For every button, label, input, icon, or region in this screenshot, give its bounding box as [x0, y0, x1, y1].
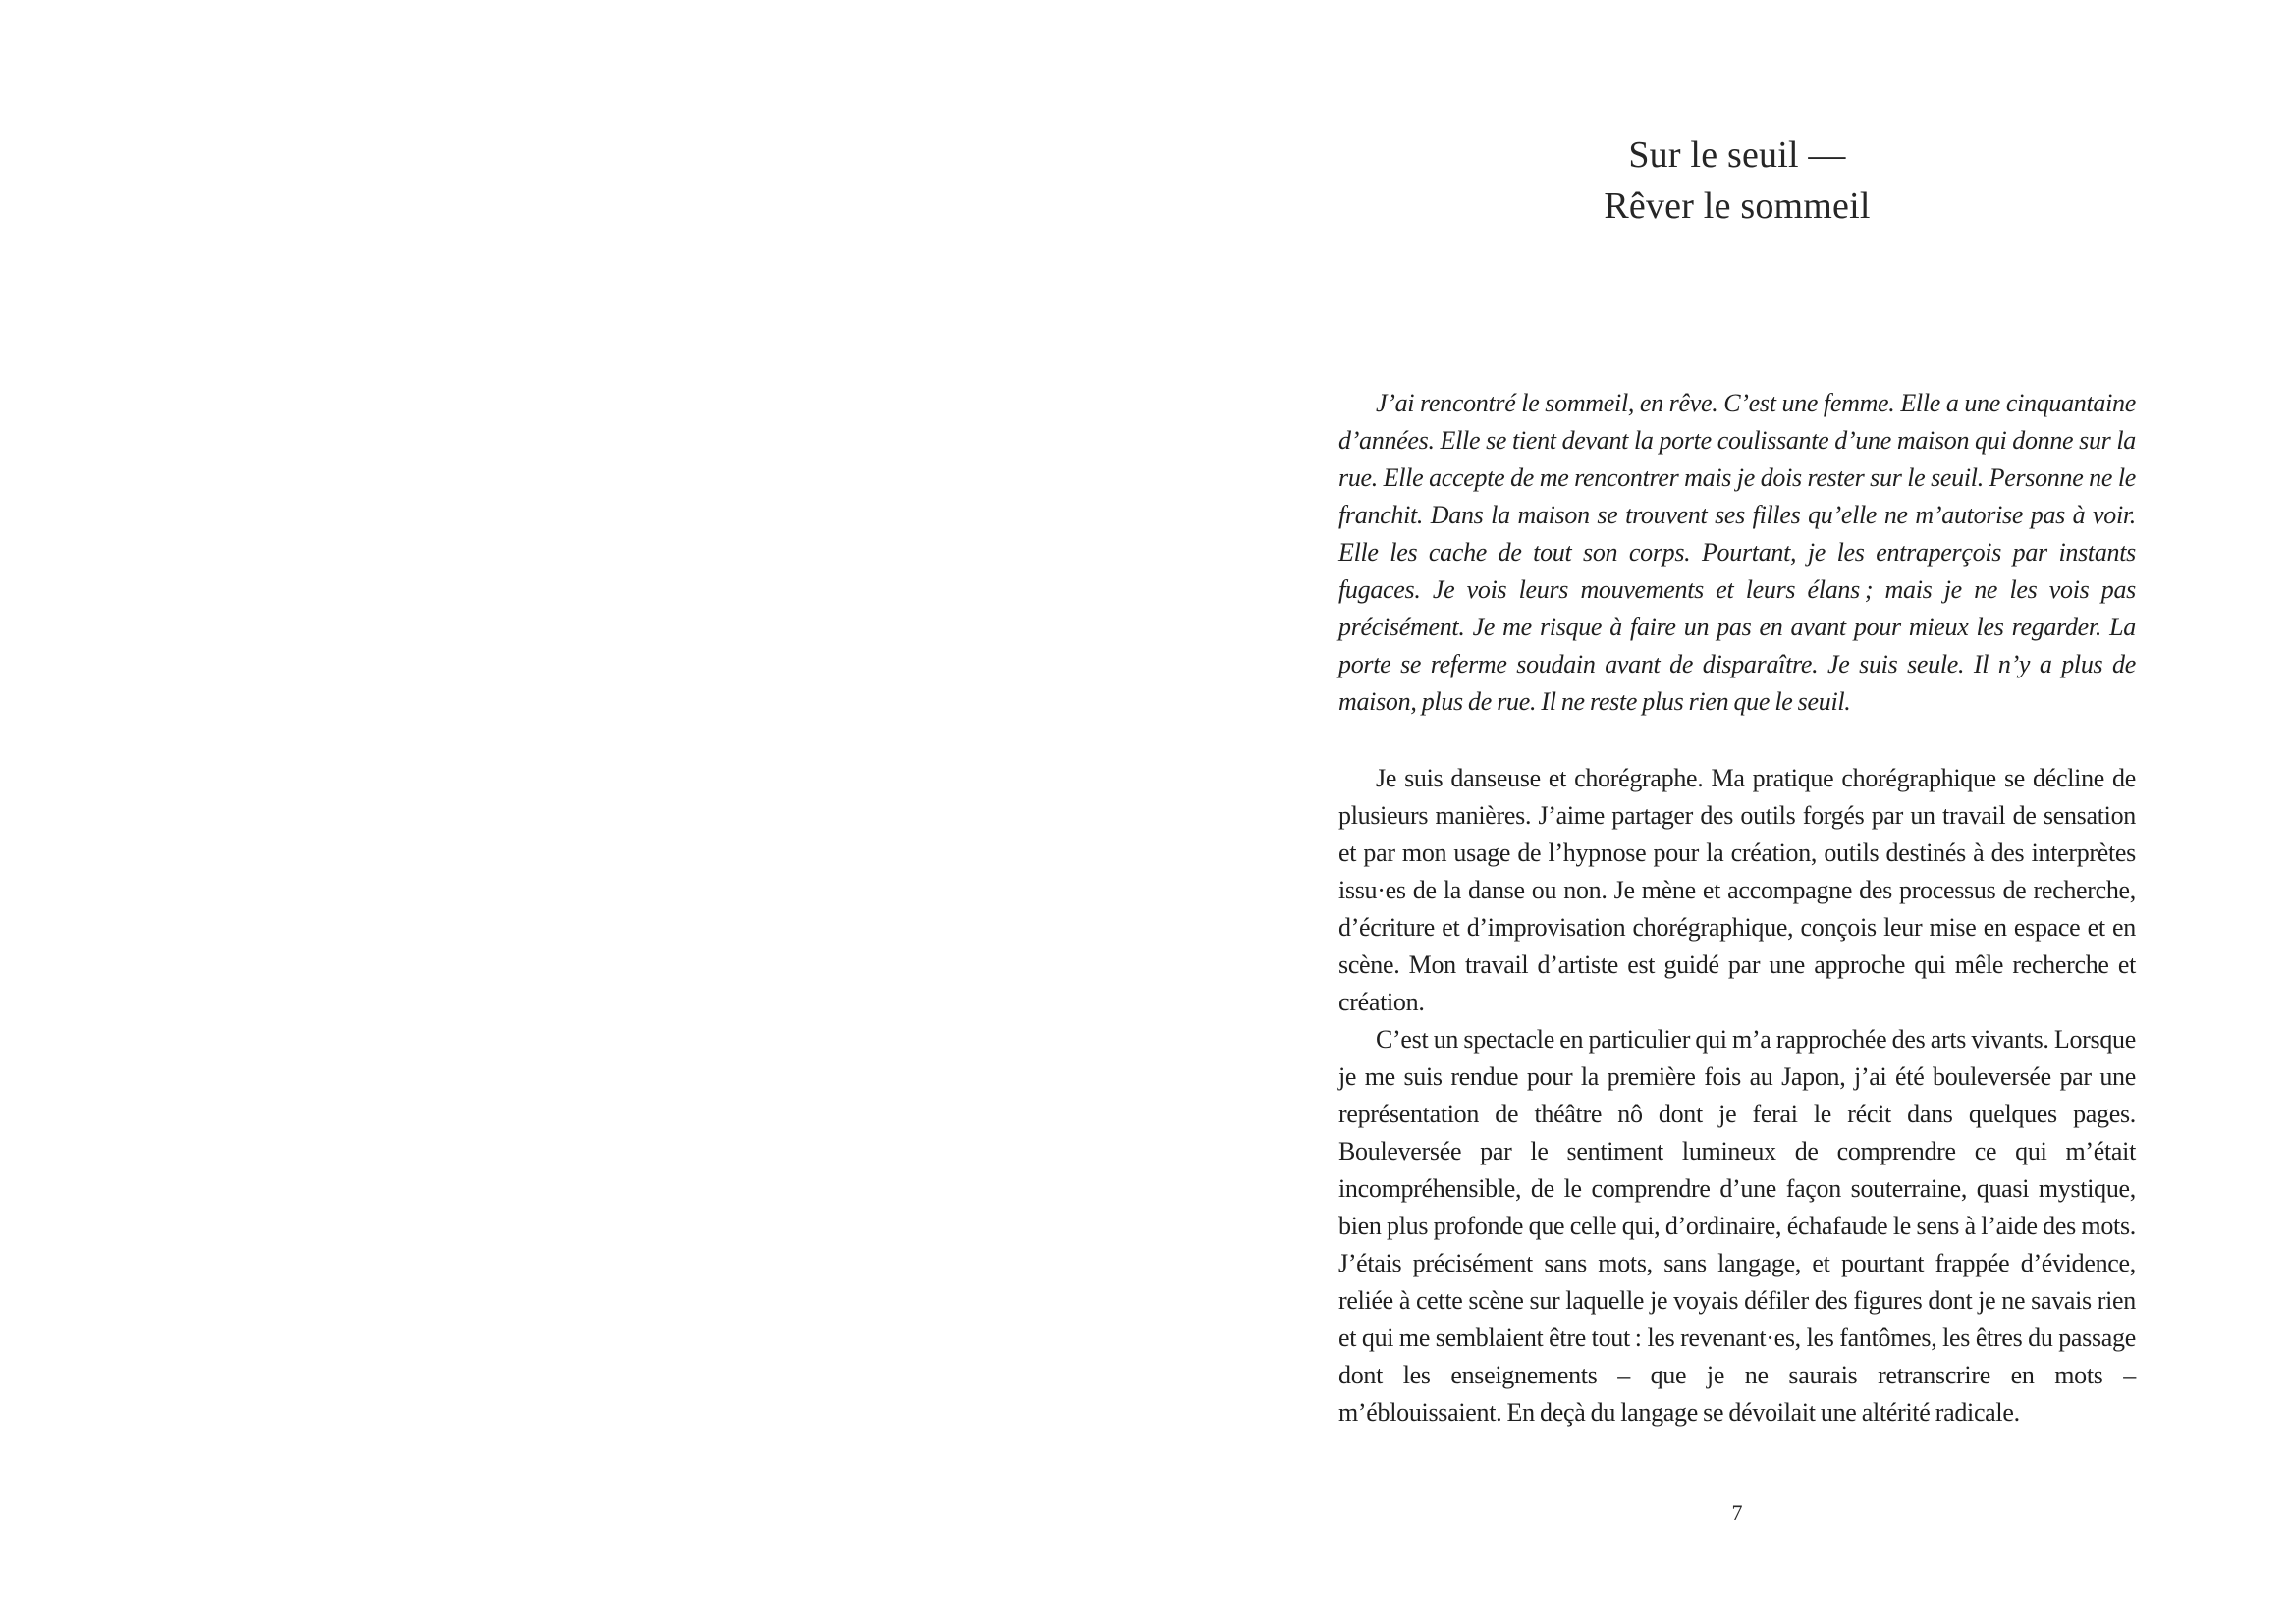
- chapter-title-line-1: Sur le seuil —: [1628, 135, 1846, 176]
- page-number: 7: [1731, 1500, 1743, 1525]
- paragraph-bio: Je suis danseuse et chorégraphe. Ma pratique chorégraphique se décline de plusieurs manières. J’aime partager des outils forgés par un travail de sensation et par mon usage de l’hypnose pour la création, outils destinés à des interprètes issu·es de la danse ou non. Je mène et accompagne des processus de recherche, d’écriture et d’improvisation chorégraphique, conçois leur mise en espace et en scène. Mon travail d’artiste est guidé par une approche qui mêle recherche et création.: [1338, 764, 2136, 1016]
- chapter-title: [1338, 130, 2136, 232]
- paragraph-dream-italic: J’ai rencontré le sommeil, en rêve. C’est une femme. Elle a une cinquantaine d’années. Elle se tient devant la porte coulissante d’une maison qui donne sur la rue. Elle accepte de me rencontrer mais je dois rester sur le seuil. Personne ne le franchit. Dans la maison se trouvent ses filles qu’elle ne m’autorise pas à voir. Elle les cache de tout son corps. Pourtant, je les entraperçois par instants fugaces. Je vois leurs mouvements et leurs élans ; mais je ne les vois pas précisément. Je me risque à faire un pas en avant pour mieux les regarder. La porte se referme soudain avant de disparaître. Je suis seule. Il n’y a plus de maison, plus de rue. Il ne reste plus rien que le seuil.: [1338, 389, 2136, 716]
- text-block: [1338, 0, 2136, 1432]
- body-copy: [1338, 385, 2136, 1432]
- left-page-blank: [0, 0, 1144, 1624]
- chapter-title-line-2: Rêver le sommeil: [1604, 186, 1871, 227]
- paragraph-noh-theatre: C’est un spectacle en particulier qui m’a rapprochée des arts vivants. Lorsque je me suis rendue pour la première fois au Japon, j’ai été bouleversée par une représentation de théâtre nô dont je ferai le récit dans quelques pages. Bouleversée par le sentiment lumineux de comprendre ce qui m’était incompréhensible, de le comprendre d’une façon souterraine, quasi mystique, bien plus profonde que celle qui, d’ordinaire, échafaude le sens à l’aide des mots. J’étais précisément sans mots, sans langage, et pourtant frappée d’évidence, reliée à cette scène sur laquelle je voyais défiler des figures dont je ne savais rien et qui me semblaient être tout : les revenant·es, les fantômes, les êtres du passage dont les enseignements – que je ne saurais retranscrire en mots – m’éblouissaient. En deçà du langage se dévoilait une altérité radicale.: [1338, 1025, 2136, 1427]
